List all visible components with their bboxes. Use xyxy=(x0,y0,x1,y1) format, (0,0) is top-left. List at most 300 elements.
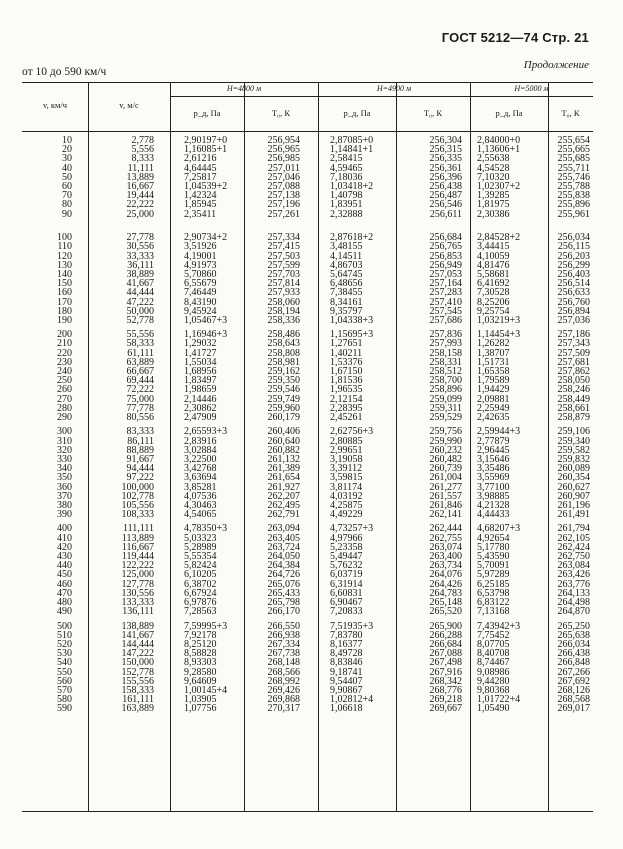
cell-t-4900: 256,546 xyxy=(429,199,462,211)
cell-p-4800: 2,90197+0 xyxy=(184,135,228,146)
cell-p-5000: 1,39285 xyxy=(477,190,510,202)
cell-t-4900: 259,529 xyxy=(429,412,462,423)
cell-p-4800: 1,05467+3 xyxy=(184,314,228,326)
cell-t-5000: 257,681 xyxy=(557,356,590,368)
cell-v-kmh: 440 xyxy=(57,560,72,572)
cell-t-5000: 265,638 xyxy=(557,629,590,641)
cell-p-4900: 6,48656 xyxy=(330,278,363,290)
cell-p-5000: 9,08986 xyxy=(477,666,510,678)
cell-t-5000: 268,568 xyxy=(557,694,590,706)
cell-t-4800: 257,046 xyxy=(267,171,300,183)
cell-p-5000: 8,74467 xyxy=(477,657,510,669)
cell-p-4900: 9,54407 xyxy=(330,675,363,687)
cell-v-kmh: 450 xyxy=(57,569,72,581)
cell-p-4900: 4,86703 xyxy=(330,259,363,271)
cell-p-5000: 2,84528+2 xyxy=(477,232,521,244)
cell-v-kmh: 350 xyxy=(57,472,72,484)
cell-p-4900: 2,99651 xyxy=(330,444,363,456)
cell-p-4800: 8,58828 xyxy=(184,648,217,660)
cell-t-5000: 266,438 xyxy=(557,648,590,660)
speed-range-label: от 10 до 590 км/ч xyxy=(22,66,107,78)
cell-p-4800: 1,16946+3 xyxy=(184,329,228,341)
cell-t-4800: 259,546 xyxy=(267,384,300,396)
cell-v-ms: 138,889 xyxy=(121,620,154,632)
cell-t-4900: 257,053 xyxy=(429,268,462,280)
cell-v-ms: 8,333 xyxy=(131,153,154,165)
cell-p-4900: 6,90467 xyxy=(330,597,363,608)
cell-t-5000: 255,838 xyxy=(557,190,590,202)
cell-t-4800: 259,960 xyxy=(267,402,300,414)
cell-v-ms: 105,556 xyxy=(121,499,154,511)
cell-v-kmh: 420 xyxy=(57,541,72,553)
cell-p-4800: 1,55034 xyxy=(184,356,217,368)
cell-t-5000: 257,343 xyxy=(557,338,590,350)
cell-v-kmh: 310 xyxy=(57,435,72,447)
cell-v-kmh: 120 xyxy=(57,250,72,262)
cell-p-4800: 7,46449 xyxy=(184,287,217,299)
cell-p-4900: 8,16377 xyxy=(330,638,363,650)
cell-v-ms: 97,222 xyxy=(126,472,154,484)
cell-p-4900: 2,12154 xyxy=(330,393,363,405)
cell-t-4800: 264,050 xyxy=(267,551,300,562)
cell-p-5000: 1,81975 xyxy=(477,199,510,211)
cell-t-4900: 256,853 xyxy=(429,250,462,262)
cell-t-4900: 258,700 xyxy=(429,375,462,387)
cell-v-ms: 22,222 xyxy=(126,199,154,211)
cell-p-4900: 9,35797 xyxy=(330,305,363,317)
cell-v-kmh: 80 xyxy=(62,199,72,211)
cell-p-4900: 1,14841+1 xyxy=(330,144,374,156)
cell-v-kmh: 10 xyxy=(62,135,72,146)
cell-v-kmh: 20 xyxy=(62,144,72,156)
cell-v-ms: 38,889 xyxy=(126,268,154,280)
cell-t-4900: 262,755 xyxy=(429,532,462,544)
header-p: p_д, Па xyxy=(495,108,523,118)
cell-p-4900: 5,64745 xyxy=(330,268,363,280)
cell-p-4900: 2,28395 xyxy=(330,402,363,414)
cell-t-5000: 262,750 xyxy=(557,551,590,562)
cell-v-kmh: 280 xyxy=(57,402,72,414)
cell-p-4800: 4,19001 xyxy=(184,250,217,262)
cell-p-4800: 3,02884 xyxy=(184,444,217,456)
cell-p-4800: 6,55679 xyxy=(184,278,217,290)
cell-t-4900: 256,949 xyxy=(429,259,462,271)
cell-v-kmh: 100 xyxy=(57,232,72,244)
cell-v-ms: 30,556 xyxy=(126,241,154,253)
cell-v-kmh: 110 xyxy=(57,241,72,253)
cell-t-5000: 255,711 xyxy=(557,162,590,174)
cell-p-5000: 4,44433 xyxy=(477,509,510,521)
cell-p-4800: 6,10205 xyxy=(184,569,217,581)
cell-v-ms: 66,667 xyxy=(126,366,154,377)
cell-t-4800: 260,179 xyxy=(267,412,300,423)
cell-p-4900: 4,14511 xyxy=(330,250,363,262)
header-height-3: H=5000 м xyxy=(514,84,549,93)
continuation-label: Продолжение xyxy=(523,59,589,71)
cell-p-4800: 1,41727 xyxy=(184,347,217,359)
cell-t-5000: 255,685 xyxy=(557,153,590,165)
cell-v-kmh: 180 xyxy=(57,305,72,317)
cell-v-ms: 108,333 xyxy=(121,509,154,521)
cell-p-5000: 2,42635 xyxy=(477,412,510,423)
cell-t-4900: 260,482 xyxy=(429,453,462,465)
cell-t-5000: 263,084 xyxy=(557,560,590,572)
cell-p-5000: 2,55638 xyxy=(477,153,510,165)
cell-v-ms: 75,000 xyxy=(126,393,154,405)
cell-t-4900: 258,896 xyxy=(429,384,462,396)
cell-v-ms: 136,111 xyxy=(122,606,154,618)
cell-t-4900: 265,900 xyxy=(429,620,462,632)
cell-t-4800: 256,954 xyxy=(267,135,300,146)
cell-v-kmh: 460 xyxy=(57,578,72,590)
cell-p-5000: 2,59944+3 xyxy=(477,426,521,438)
cell-p-5000: 6,83122 xyxy=(477,597,510,608)
cell-p-5000: 3,35486 xyxy=(477,463,510,475)
cell-p-5000: 2,09881 xyxy=(477,393,510,405)
cell-p-4900: 3,48155 xyxy=(330,241,363,253)
cell-p-5000: 5,17780 xyxy=(477,541,510,553)
cell-p-4800: 3,42768 xyxy=(184,463,217,475)
cell-p-5000: 2,96445 xyxy=(477,444,510,456)
cell-p-4900: 7,20833 xyxy=(330,606,363,618)
cell-p-4800: 1,68956 xyxy=(184,366,217,377)
cell-p-4900: 4,25875 xyxy=(330,499,363,511)
cell-t-5000: 256,034 xyxy=(557,232,590,244)
cell-t-4900: 268,342 xyxy=(429,675,462,687)
cell-t-4800: 261,132 xyxy=(267,453,300,465)
cell-p-5000: 7,10320 xyxy=(477,171,510,183)
cell-v-ms: 52,778 xyxy=(126,314,154,326)
cell-v-kmh: 170 xyxy=(57,296,72,308)
cell-t-4800: 259,162 xyxy=(267,366,300,377)
header-v-ms: v, м/с xyxy=(119,100,139,110)
cell-p-4800: 1,00145+4 xyxy=(184,684,228,696)
cell-t-5000: 256,633 xyxy=(557,287,590,299)
cell-v-kmh: 430 xyxy=(57,551,72,562)
cell-v-ms: 58,333 xyxy=(126,338,154,350)
cell-t-4800: 259,749 xyxy=(267,393,300,405)
cell-p-4900: 8,49728 xyxy=(330,648,363,660)
cell-p-4800: 2,90734+2 xyxy=(184,232,228,244)
cell-v-ms: 44,444 xyxy=(126,287,154,299)
header-divider xyxy=(22,131,593,132)
cell-t-5000: 255,896 xyxy=(557,199,590,211)
cell-p-4800: 5,03323 xyxy=(184,532,217,544)
cell-t-4800: 258,808 xyxy=(267,347,300,359)
cell-t-4800: 257,415 xyxy=(267,241,300,253)
cell-t-4800: 257,261 xyxy=(267,208,300,220)
cell-p-4800: 3,63694 xyxy=(184,472,217,484)
cell-v-ms: 91,667 xyxy=(126,453,154,465)
cell-p-4900: 3,19058 xyxy=(330,453,363,465)
cell-t-4800: 257,088 xyxy=(267,181,300,192)
cell-t-5000: 258,661 xyxy=(557,402,590,414)
cell-t-4800: 263,724 xyxy=(267,541,300,553)
cell-t-4800: 258,060 xyxy=(267,296,300,308)
cell-p-4800: 2,61216 xyxy=(184,153,217,165)
cell-p-5000: 5,58681 xyxy=(477,268,510,280)
cell-t-4800: 265,076 xyxy=(267,578,300,590)
cell-v-ms: 113,889 xyxy=(121,532,154,544)
cell-t-4900: 262,444 xyxy=(429,523,462,535)
cell-p-5000: 6,53798 xyxy=(477,587,510,599)
cell-t-4900: 257,164 xyxy=(429,278,462,290)
cell-t-4900: 263,074 xyxy=(429,541,462,553)
cell-p-4900: 7,83780 xyxy=(330,629,363,641)
cell-p-5000: 4,92654 xyxy=(477,532,510,544)
cell-t-5000: 263,776 xyxy=(557,578,590,590)
cell-p-4900: 5,76232 xyxy=(330,560,363,572)
cell-t-4800: 267,738 xyxy=(267,648,300,660)
cell-p-4800: 2,65593+3 xyxy=(184,426,228,438)
cell-p-4900: 1,06618 xyxy=(330,703,363,715)
cell-v-kmh: 510 xyxy=(57,629,72,641)
cell-v-kmh: 290 xyxy=(57,412,72,423)
cell-t-4800: 262,791 xyxy=(267,509,300,521)
cell-t-5000: 256,894 xyxy=(557,305,590,317)
cell-t-4900: 261,557 xyxy=(429,490,462,502)
cell-t-5000: 255,788 xyxy=(557,181,590,192)
cell-p-4900: 2,87085+0 xyxy=(330,135,374,146)
cell-p-5000: 3,55969 xyxy=(477,472,510,484)
cell-v-kmh: 150 xyxy=(57,278,72,290)
cell-t-4900: 256,361 xyxy=(429,162,462,174)
cell-t-5000: 260,089 xyxy=(557,463,590,475)
cell-p-5000: 8,40708 xyxy=(477,648,510,660)
cell-t-4800: 258,486 xyxy=(267,329,300,341)
cell-v-ms: 41,667 xyxy=(126,278,154,290)
cell-p-4800: 3,51926 xyxy=(184,241,217,253)
cell-v-kmh: 250 xyxy=(57,375,72,387)
cell-t-5000: 262,105 xyxy=(557,532,590,544)
cell-p-4900: 6,03719 xyxy=(330,569,363,581)
cell-t-5000: 260,354 xyxy=(557,472,590,484)
cell-t-4800: 264,384 xyxy=(267,560,300,572)
cell-t-5000: 255,746 xyxy=(557,171,590,183)
cell-v-kmh: 210 xyxy=(57,338,72,350)
cell-p-5000: 1,94429 xyxy=(477,384,510,396)
cell-p-5000: 1,13606+1 xyxy=(477,144,521,156)
cell-t-5000: 261,196 xyxy=(557,499,590,511)
cell-v-ms: 5,556 xyxy=(131,144,154,156)
cell-v-kmh: 60 xyxy=(62,181,72,192)
cell-p-5000: 2,25949 xyxy=(477,402,510,414)
cell-p-4900: 3,59815 xyxy=(330,472,363,484)
column-divider xyxy=(170,83,171,811)
cell-v-ms: 158,333 xyxy=(121,684,154,696)
cell-t-4800: 260,882 xyxy=(267,444,300,456)
cell-t-4900: 264,076 xyxy=(429,569,462,581)
cell-p-4800: 9,64609 xyxy=(184,675,217,687)
cell-t-5000: 260,907 xyxy=(557,490,590,502)
column-divider xyxy=(318,83,319,811)
cell-v-ms: 72,222 xyxy=(126,384,154,396)
cell-t-4900: 263,400 xyxy=(429,551,462,562)
cell-t-4800: 266,170 xyxy=(267,606,300,618)
cell-p-4900: 1,67150 xyxy=(330,366,363,377)
cell-t-4900: 256,396 xyxy=(429,171,462,183)
cell-p-4800: 1,16085+1 xyxy=(184,144,228,156)
cell-p-4800: 9,45924 xyxy=(184,305,217,317)
cell-p-5000: 1,51731 xyxy=(477,356,510,368)
cell-t-4900: 268,776 xyxy=(429,684,462,696)
cell-t-4800: 264,726 xyxy=(267,569,300,581)
cell-p-4800: 9,28580 xyxy=(184,666,217,678)
cell-t-4900: 269,667 xyxy=(429,703,462,715)
cell-v-ms: 19,444 xyxy=(126,190,154,202)
cell-t-5000: 258,449 xyxy=(557,393,590,405)
cell-t-4800: 257,011 xyxy=(267,162,300,174)
header-t: T₀, К xyxy=(271,108,291,118)
cell-v-kmh: 500 xyxy=(57,620,72,632)
cell-t-4900: 266,684 xyxy=(429,638,462,650)
cell-p-5000: 5,97289 xyxy=(477,569,510,581)
cell-p-4900: 9,90867 xyxy=(330,684,363,696)
cell-v-ms: 27,778 xyxy=(126,232,154,244)
cell-t-5000: 256,299 xyxy=(557,259,590,271)
cell-t-4900: 256,611 xyxy=(429,208,462,220)
cell-p-4800: 8,25120 xyxy=(184,638,217,650)
cell-p-4900: 1,03418+2 xyxy=(330,181,374,192)
cell-v-ms: 122,222 xyxy=(121,560,154,572)
cell-v-ms: 144,444 xyxy=(121,638,154,650)
cell-p-5000: 3,77100 xyxy=(477,481,510,493)
cell-p-4900: 5,49447 xyxy=(330,551,363,562)
cell-p-5000: 1,05490 xyxy=(477,703,510,715)
cell-p-5000: 2,30386 xyxy=(477,208,510,220)
cell-t-4800: 263,094 xyxy=(267,523,300,535)
cell-p-4800: 4,91973 xyxy=(184,259,217,271)
cell-p-4800: 2,30862 xyxy=(184,402,217,414)
cell-t-5000: 255,961 xyxy=(557,208,590,220)
cell-p-4900: 2,87618+2 xyxy=(330,232,374,244)
cell-t-5000: 268,126 xyxy=(557,684,590,696)
cell-t-4800: 266,938 xyxy=(267,629,300,641)
cell-v-ms: 150,000 xyxy=(121,657,154,669)
cell-t-4800: 270,317 xyxy=(267,703,300,715)
cell-v-kmh: 370 xyxy=(57,490,72,502)
cell-p-4800: 6,38702 xyxy=(184,578,217,590)
cell-t-4800: 268,992 xyxy=(267,675,300,687)
cell-t-4900: 256,315 xyxy=(429,144,462,156)
cell-p-4800: 7,25817 xyxy=(184,171,217,183)
cell-p-4800: 4,64445 xyxy=(184,162,217,174)
cell-v-kmh: 190 xyxy=(57,314,72,326)
cell-p-4800: 3,22500 xyxy=(184,453,217,465)
cell-p-4800: 1,98659 xyxy=(184,384,217,396)
cell-v-kmh: 260 xyxy=(57,384,72,396)
cell-t-4900: 257,410 xyxy=(429,296,462,308)
cell-t-4800: 261,927 xyxy=(267,481,300,493)
cell-t-5000: 263,426 xyxy=(557,569,590,581)
cell-t-4900: 269,218 xyxy=(429,694,462,706)
cell-v-kmh: 390 xyxy=(57,509,72,521)
cell-t-4900: 256,438 xyxy=(429,181,462,192)
cell-v-ms: 116,667 xyxy=(121,541,154,553)
cell-p-4800: 8,43190 xyxy=(184,296,217,308)
cell-p-5000: 6,25185 xyxy=(477,578,510,590)
cell-t-5000: 256,403 xyxy=(557,268,590,280)
cell-p-5000: 9,80368 xyxy=(477,684,510,696)
cell-v-kmh: 220 xyxy=(57,347,72,359)
cell-p-5000: 7,30528 xyxy=(477,287,510,299)
cell-p-5000: 1,26282 xyxy=(477,338,510,350)
cell-p-4800: 5,55354 xyxy=(184,551,217,562)
cell-v-kmh: 200 xyxy=(57,329,72,341)
cell-p-5000: 3,98885 xyxy=(477,490,510,502)
cell-t-4900: 265,148 xyxy=(429,597,462,608)
cell-v-kmh: 560 xyxy=(57,675,72,687)
cell-t-5000: 255,654 xyxy=(557,135,590,146)
cell-v-ms: 147,222 xyxy=(121,648,154,660)
cell-v-ms: 83,333 xyxy=(126,426,154,438)
cell-p-4800: 4,07536 xyxy=(184,490,217,502)
cell-p-5000: 2,77879 xyxy=(477,435,510,447)
cell-v-kmh: 160 xyxy=(57,287,72,299)
cell-p-5000: 1,38707 xyxy=(477,347,510,359)
cell-t-5000: 264,870 xyxy=(557,606,590,618)
cell-v-kmh: 530 xyxy=(57,648,72,660)
cell-p-4800: 2,35411 xyxy=(184,208,217,220)
cell-p-4900: 4,49229 xyxy=(330,509,363,521)
cell-t-4900: 263,734 xyxy=(429,560,462,572)
cell-t-4900: 259,990 xyxy=(429,435,462,447)
cell-v-ms: 141,667 xyxy=(121,629,154,641)
cell-v-kmh: 230 xyxy=(57,356,72,368)
cell-p-4900: 5,23358 xyxy=(330,541,363,553)
cell-t-4900: 264,783 xyxy=(429,587,462,599)
cell-p-4800: 7,92178 xyxy=(184,629,217,641)
cell-t-4900: 261,004 xyxy=(429,472,462,484)
cell-p-4800: 2,14446 xyxy=(184,393,217,405)
cell-v-ms: 119,444 xyxy=(121,551,154,562)
cell-t-4900: 259,756 xyxy=(429,426,462,438)
header-p: p_д, Па xyxy=(343,108,371,118)
cell-t-4900: 256,684 xyxy=(429,232,462,244)
cell-p-4900: 1,81536 xyxy=(330,375,363,387)
cell-t-5000: 259,106 xyxy=(557,426,590,438)
cell-t-5000: 258,246 xyxy=(557,384,590,396)
cell-v-kmh: 270 xyxy=(57,393,72,405)
cell-t-4800: 257,138 xyxy=(267,190,300,202)
cell-v-kmh: 400 xyxy=(57,523,72,535)
cell-t-5000: 265,250 xyxy=(557,620,590,632)
cell-t-5000: 256,514 xyxy=(557,278,590,290)
cell-v-kmh: 30 xyxy=(62,153,72,165)
cell-p-4800: 3,85281 xyxy=(184,481,217,493)
cell-p-4900: 4,59465 xyxy=(330,162,363,174)
cell-v-ms: 16,667 xyxy=(126,181,154,192)
cell-t-5000: 259,582 xyxy=(557,444,590,456)
cell-t-4800: 257,334 xyxy=(267,232,300,244)
cell-v-ms: 94,444 xyxy=(126,463,154,475)
cell-t-5000: 256,203 xyxy=(557,250,590,262)
cell-t-5000: 264,133 xyxy=(557,587,590,599)
cell-v-kmh: 130 xyxy=(57,259,72,271)
cell-p-5000: 2,84000+0 xyxy=(477,135,521,146)
cell-v-kmh: 580 xyxy=(57,694,72,706)
data-table xyxy=(22,82,593,812)
cell-p-5000: 7,13168 xyxy=(477,606,510,618)
cell-p-5000: 4,54528 xyxy=(477,162,510,174)
cell-p-5000: 7,75452 xyxy=(477,629,510,641)
cell-v-ms: 47,222 xyxy=(126,296,154,308)
cell-p-4900: 1,02812+4 xyxy=(330,694,374,706)
cell-p-4800: 5,70860 xyxy=(184,268,217,280)
cell-t-5000: 255,665 xyxy=(557,144,590,156)
cell-v-kmh: 520 xyxy=(57,638,72,650)
cell-v-ms: 13,889 xyxy=(126,171,154,183)
